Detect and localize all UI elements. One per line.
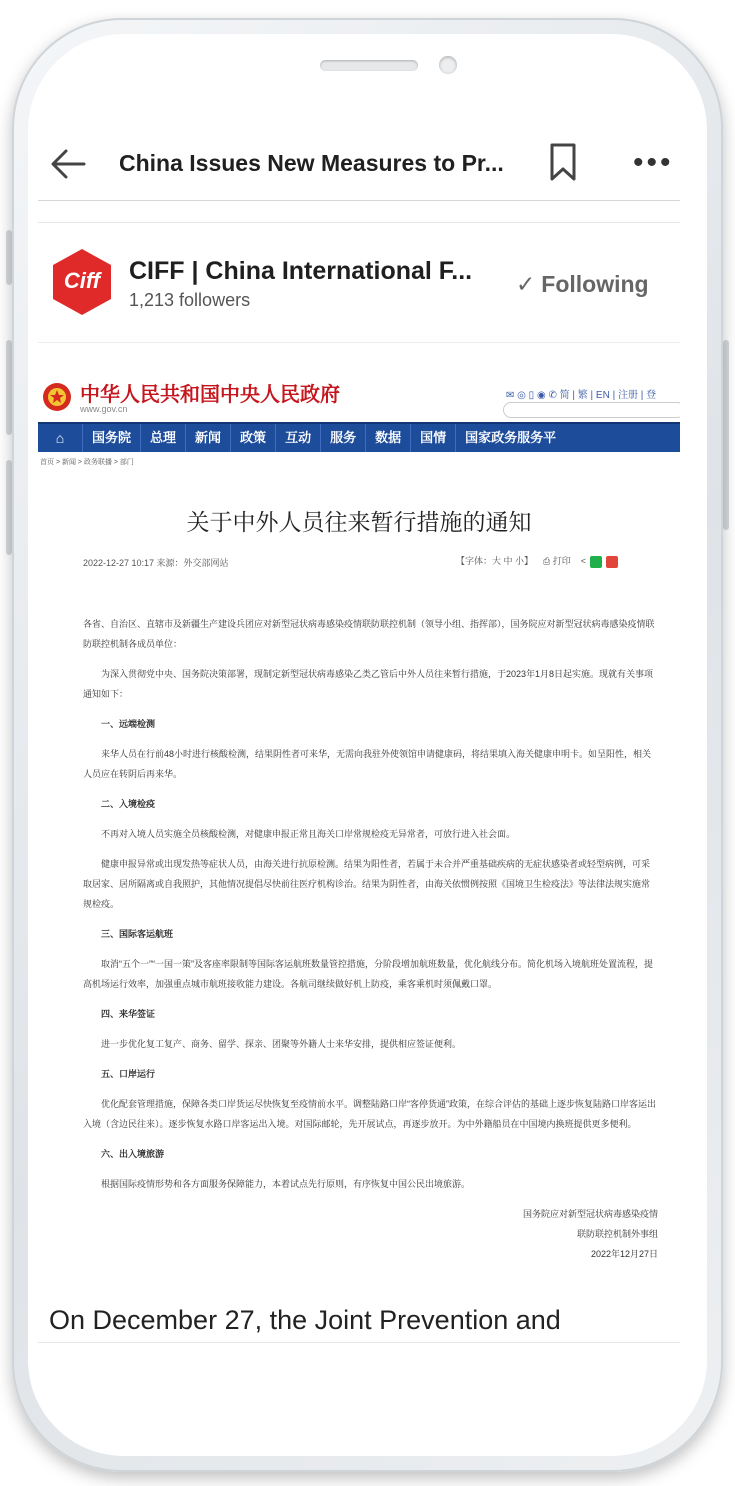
section-paragraph: 取消“五个一”“一国一策”及客座率限制等国际客运航班数量管控措施，分阶段增加航班数量，优化航线分布。简化机场入境航班处置流程，提高机场运行效率，加强重点城市航班接收能力建设。各航司继续做好机上防疫，乘客乘机时须佩戴口罩。 <box>83 959 653 989</box>
gov-breadcrumb: 首页 > 新闻 > 政务联播 > 部门 <box>40 459 134 466</box>
section-heading: 三、国际客运航班 <box>101 929 174 939</box>
wechat-share-icon <box>590 556 602 568</box>
section-heading: 六、出入境旅游 <box>101 1149 165 1159</box>
article-title: China Issues New Measures to Pr... <box>119 150 504 176</box>
following-label: Following <box>541 271 649 297</box>
font-size-options: 【字体：大 中 小】 <box>456 556 534 566</box>
section-heading: 五、口岸运行 <box>101 1069 156 1079</box>
caption-divider <box>38 1342 680 1343</box>
follower-count: 1,213 followers <box>129 290 251 310</box>
gov-nav-item: 国情 <box>410 424 455 452</box>
section-heading: 四、来华签证 <box>101 1009 156 1019</box>
document-addressee: 各省、自治区、直辖市及新疆生产建设兵团应对新型冠状病毒感染疫情联防联控机制（领导小组、指挥部），国务院应对新型冠状病毒感染疫情联防联控机制各成员单位： <box>83 619 655 649</box>
document-title: 关于中外人员往来暂行措施的通知 <box>186 509 532 535</box>
section-paragraph: 进一步优化复工复产、商务、留学、探亲、团聚等外籍人士来华安排，提供相应签证便利。 <box>101 1039 462 1049</box>
author-divider <box>38 342 680 343</box>
following-button[interactable] <box>516 271 649 298</box>
gov-nav-item: 总理 <box>140 424 185 452</box>
share-icon: < <box>580 556 587 566</box>
more-options-icon[interactable]: ••• <box>633 146 674 179</box>
gov-nav-bar <box>38 422 680 452</box>
signature-date: 2022年12月27日 <box>590 1249 658 1259</box>
gov-nav-item: 政策 <box>230 424 275 452</box>
gov-site-url: www.gov.cn <box>80 404 128 414</box>
section-divider <box>38 222 680 223</box>
document-signature <box>83 1204 658 1264</box>
gov-nav-item: 国家政务服务平 <box>455 424 565 452</box>
bookmark-icon[interactable] <box>548 142 578 182</box>
gov-nav-item: 新闻 <box>185 424 230 452</box>
signature-line: 国务院应对新型冠状病毒感染疫情 <box>522 1209 658 1219</box>
phone-side-button-right <box>723 340 729 530</box>
logo-text: Ciff <box>63 268 101 293</box>
section-heading: 二、入境检疫 <box>101 799 156 809</box>
document-intro: 为深入贯彻党中央、国务院决策部署，现制定新型冠状病毒感染乙类乙管后中外人员往来暂行措施，于2023年1月8日起实施。现就有关事项通知如下： <box>83 669 654 699</box>
section-paragraph: 优化配套管理措施，保障各类口岸货运尽快恢复至疫情前水平。调整陆路口岸“客停货通”政策，在综合评估的基础上逐步恢复陆路口岸客运出入境（含边民往来）。逐步恢复水路口岸客运出入境。对国际邮轮，先开展试点，再逐步放开。为中外籍船员在中国境内换班提供更多便利。 <box>83 1099 656 1129</box>
section-paragraph: 不再对入境人员实施全员核酸检测，对健康申报正常且海关口岸常规检疫无异常者，可放行进入社会面。 <box>101 829 516 839</box>
header-divider <box>38 200 680 201</box>
section-paragraph: 来华人员在行前48小时进行核酸检测，结果阴性者可来华，无需向我驻外使领馆申请健康码，将结果填入海关健康申明卡。如呈阳性，相关人员应在转阴后再来华。 <box>83 749 652 779</box>
article-header <box>38 130 680 200</box>
document-date-source: 2022-12-27 10:17 来源：外交部网站 <box>83 558 229 568</box>
gov-nav-item: 服务 <box>320 424 365 452</box>
gov-nav-item: 数据 <box>365 424 410 452</box>
gov-search-box <box>503 402 680 418</box>
embedded-document-image <box>38 360 680 1280</box>
section-heading: 一、远端检测 <box>101 719 156 729</box>
author-name[interactable]: CIFF | China International F... <box>129 257 473 285</box>
gov-nav-item: 互动 <box>275 424 320 452</box>
section-paragraph: 健康申报异常或出现发热等症状人员，由海关进行抗原检测。结果为阳性者，若属于未合并严重基础疾病的无症状感染者或轻型病例，可采取居家、居所隔离或自我照护，其他情况提倡尽快前往医疗机构诊治。结果为阴性者，由海关依惯例按照《国境卫生检疫法》等法律法规实施常规检疫。 <box>83 859 651 909</box>
print-link: ⎙ 打印 <box>543 556 571 566</box>
checkmark-icon: ✓ <box>516 271 536 297</box>
phone-speaker <box>320 60 418 71</box>
document-body <box>83 614 658 1264</box>
back-arrow-icon[interactable] <box>48 144 88 184</box>
author-card <box>38 235 680 335</box>
gov-home-icon: ⌂ <box>55 430 65 446</box>
section-paragraph: 根据国际疫情形势和各方面服务保障能力，本着试点先行原则，有序恢复中国公民出境旅游。 <box>101 1179 471 1189</box>
national-emblem-icon <box>42 382 72 412</box>
weibo-share-icon <box>606 556 618 568</box>
gov-nav-item: 国务院 <box>82 424 140 452</box>
article-caption: On December 27, the Joint Prevention and <box>49 1305 561 1335</box>
document-tools <box>456 554 618 568</box>
signature-line: 联防联控机制外事组 <box>576 1229 658 1239</box>
gov-site-title: 中华人民共和国中央人民政府 <box>80 384 340 406</box>
gov-top-links: ✉ ◎ ▯ ◉ ✆ 简 | 繁 | EN | 注册 | 登 <box>506 390 657 401</box>
phone-camera <box>439 56 457 74</box>
